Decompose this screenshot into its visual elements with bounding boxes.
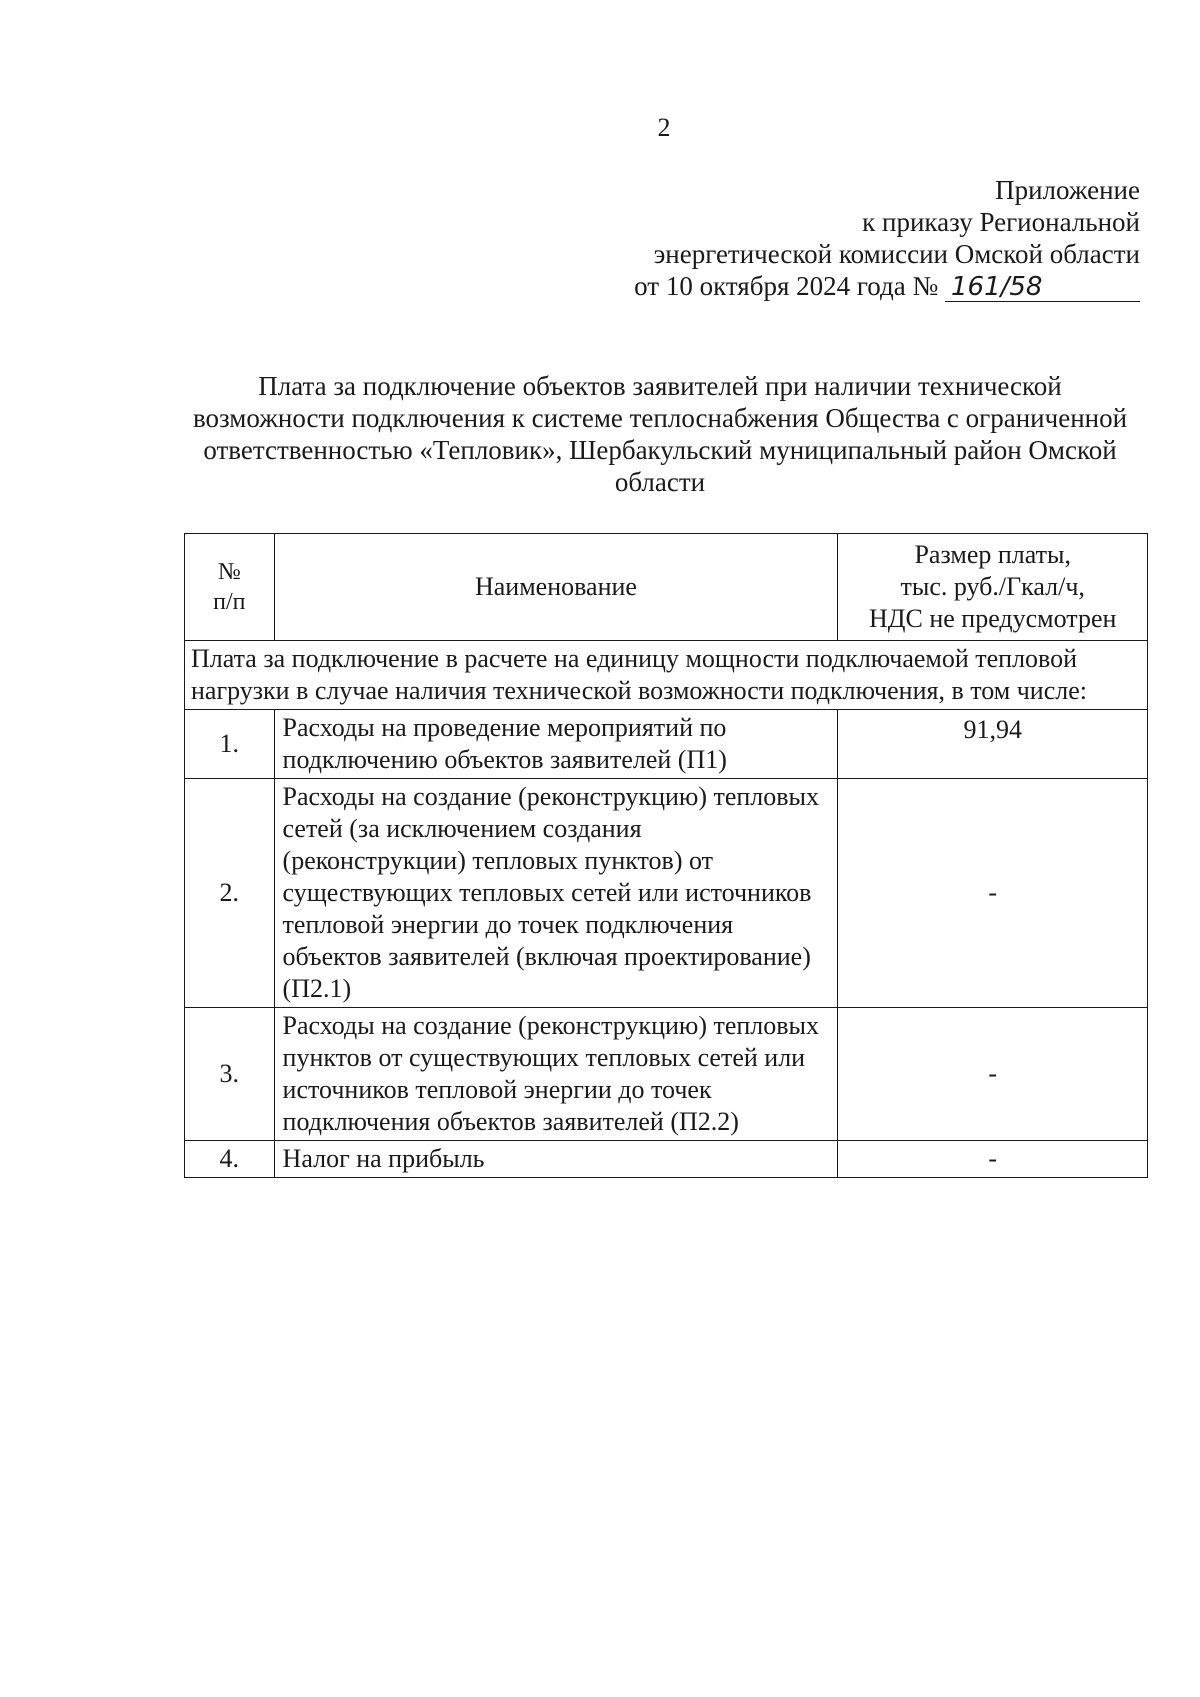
table-header-row — [185, 534, 1148, 641]
row-value: 91,94 — [838, 710, 1148, 779]
table-row — [185, 710, 1148, 779]
header-number-sign: № — [217, 559, 241, 585]
section-label: Плата за подключение в расчете на единицу мощности подключаемой тепловой нагрузки в случае наличия технической возможности подключения, в том числе: — [185, 641, 1148, 710]
row-number: 3. — [185, 1008, 275, 1141]
row-name: Расходы на проведение мероприятий по подключению объектов заявителей (П1) — [274, 710, 838, 779]
header-name: Наименование — [274, 534, 838, 641]
header-number — [185, 534, 275, 641]
row-number: 1. — [185, 710, 275, 779]
row-name: Расходы на создание (реконструкцию) тепловых сетей (за исключением создания (реконструкции) тепловых пунктов) от существующих тепловых сетей или источников тепловой энергии до точек подключения объектов заявителей (включая проектирование) (П2.1) — [274, 779, 838, 1008]
row-value: - — [838, 1008, 1148, 1141]
row-name: Налог на прибыль — [274, 1141, 838, 1178]
row-value: - — [838, 1141, 1148, 1178]
section-row — [185, 641, 1148, 710]
page-number: 2 — [657, 113, 671, 142]
appendix-label: Приложение — [995, 175, 1140, 205]
document-title: Плата за подключение объектов заявителей при наличии технической возможности подключения к системе теплоснабжения Общества с ограниченной ответственностью «Тепловик», Шербакульский муниципальный район Омской области — [192, 371, 1128, 497]
appendix-header — [580, 174, 1140, 302]
row-value: - — [838, 779, 1148, 1008]
header-number-abbr: п/п — [213, 589, 246, 615]
row-number: 4. — [185, 1141, 275, 1178]
header-value — [838, 534, 1148, 641]
commission-name: энергетической комиссии Омской области — [653, 239, 1140, 269]
table-row — [185, 1008, 1148, 1141]
order-number: 161/58 — [945, 273, 1140, 302]
fee-table — [184, 533, 1148, 1178]
order-date-line — [580, 270, 1140, 302]
table-row — [185, 1141, 1148, 1178]
order-date: от 10 октября 2024 года № — [634, 271, 939, 301]
header-value-line1: Размер платы, — [914, 540, 1071, 569]
order-reference: к приказу Региональной — [862, 207, 1140, 237]
header-value-line3: НДС не предусмотрен — [868, 604, 1117, 633]
header-value-line2: тыс. руб./Гкал/ч, — [900, 572, 1085, 601]
row-number: 2. — [185, 779, 275, 1008]
table-row — [185, 779, 1148, 1008]
row-name: Расходы на создание (реконструкцию) тепловых пунктов от существующих тепловых сетей или источников тепловой энергии до точек подключения объектов заявителей (П2.2) — [274, 1008, 838, 1141]
